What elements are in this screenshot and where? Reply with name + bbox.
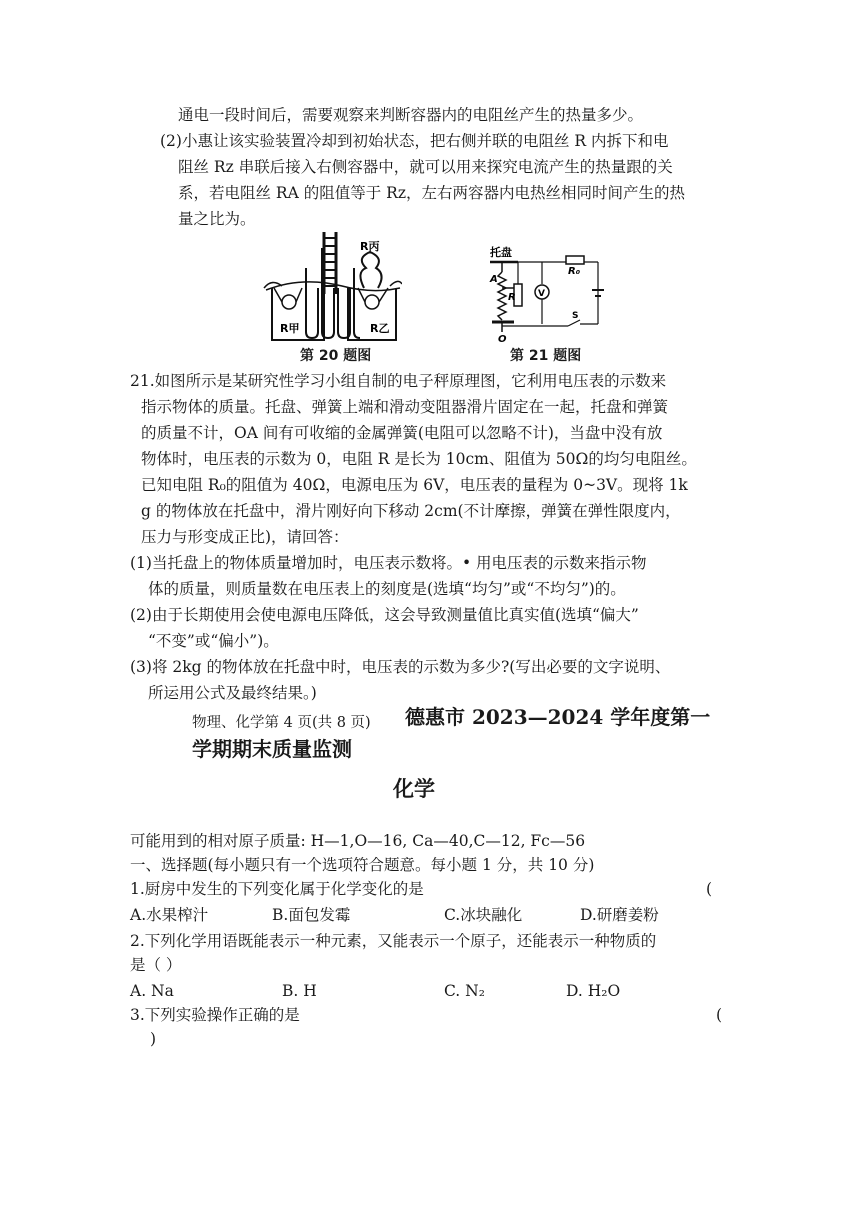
q1-stem: 1.厨房中发生的下列变化属于化学变化的是 (130, 880, 424, 898)
q3-stem: 3.下列实验操作正确的是 (130, 1006, 300, 1024)
q21-line-7: 压力与形变成正比)，请回答： (141, 528, 349, 546)
fig20-r-top-label: R丙 (360, 240, 380, 253)
q21-part-3a: (3)将 2kg 的物体放在托盘中时，电压表的示数为多少?(写出必要的文字说明、 (130, 658, 671, 676)
q21-part-2a: (2)由于长期使用会使电源电压降低，这会导致测量值比真实值(选填“偏大” (130, 606, 639, 624)
fig20-r-left-label: R甲 (280, 322, 300, 335)
q21-line-5: 已知电阻 R₀的阻值为 40Ω，电源电压为 6V，电压表的量程为 0~3V。现将 1k (141, 476, 688, 494)
page-footer: 物理、化学第 4 页(共 8 页) (192, 715, 371, 731)
q2-option-b: B. H (282, 982, 317, 1000)
q1-option-d: D.研磨姜粉 (580, 906, 659, 924)
q21-line-4: 物体时，电压表的示数为 0，电阻 R 是长为 10cm、阻值为 50Ω的均匀电阻丝。 (141, 450, 697, 468)
figure-21 (488, 244, 608, 348)
q21-part-1b: 体的质量，则质量数在电压表上的刻度是(选填“均匀”或“不均匀”)的。 (148, 580, 626, 598)
atomic-mass-line: 可能用到的相对原子质量: H—1,O—16, Ca—40,C—12, Fc—56 (130, 832, 586, 850)
exam-title-line-2: 学期期末质量监测 (192, 737, 352, 761)
q21-line-1: 21.如图所示是某研究性学习小组自制的电子秤原理图，它利用电压表的示数来 (130, 372, 667, 390)
q2-stem-2: 是（ ） (130, 956, 182, 974)
fig21-r0-label: R₀ (568, 266, 581, 277)
chemistry-title: 化学 (393, 776, 435, 801)
fig21-o-label: O (498, 334, 507, 345)
q21-part-1a: (1)当托盘上的物体质量增加时，电压表示数将。• 用电压表的示数来指示物 (130, 554, 647, 572)
q2-option-d: D. H₂O (566, 982, 621, 1000)
q21-line-3: 的质量不计，OA 间有可收缩的金属弹簧(电阻可以忽略不计)，当盘中没有放 (141, 424, 663, 442)
q20-line-5: 量之比为。 (178, 210, 256, 228)
section-1-heading: 一、选择题(每小题只有一个选项符合题意。每小题 1 分，共 10 分) (130, 856, 595, 874)
fig21-tray-label: 托盘 (490, 246, 512, 259)
fig21-v-label: V (538, 289, 545, 299)
figure-20 (262, 228, 402, 346)
q21-line-2: 指示物体的质量。托盘、弹簧上端和滑动变阻器滑片固定在一起，托盘和弹簧 (141, 398, 669, 416)
q1-option-b: B.面包发霉 (272, 906, 351, 924)
q2-option-a: A. Na (130, 982, 174, 1000)
q1-option-c: C.冰块融化 (444, 906, 523, 924)
figure-21-caption: 第 21 题图 (510, 348, 582, 364)
q3-paren-open: ( (716, 1006, 723, 1024)
q2-option-c: C. N₂ (444, 982, 485, 1000)
q20-line-4: 系，若电阻丝 RA 的阻值等于 Rz，左右两容器内电热丝相同时间产生的热 (178, 184, 685, 202)
fig21-r-label: R (508, 292, 516, 303)
figure-20-caption: 第 20 题图 (300, 348, 372, 364)
fig21-a-label: A (490, 274, 498, 285)
q2-stem: 2.下列化学用语既能表示一种元素，又能表示一个原子，还能表示一种物质的 (130, 932, 657, 950)
q1-option-a: A.水果榨汁 (130, 906, 209, 924)
q21-line-6: g 的物体放在托盘中，滑片刚好向下移动 2cm(不计摩擦，弹簧在弹性限度内， (141, 502, 681, 520)
q20-line-3: 阻丝 Rz 串联后接入右侧容器中，就可以用来探究电流产生的热量跟的关 (178, 158, 673, 176)
q21-part-2b: “不变”或“偏小”)。 (148, 632, 279, 650)
q20-line-2: (2)小惠让该实验装置冷却到初始状态，把右侧并联的电阻丝 R 内拆下和电 (160, 132, 669, 150)
q21-part-3b: 所运用公式及最终结果。) (148, 684, 317, 702)
q3-paren-close: ) (150, 1030, 157, 1048)
exam-title-line-1: 德惠市 2023—2024 学年度第一 (405, 705, 711, 729)
fig21-s-label: S (572, 311, 579, 321)
fig20-r-right-label: R乙 (370, 322, 390, 335)
q20-line-1: 通电一段时间后，需要观察来判断容器内的电阻丝产生的热量多少。 (178, 106, 644, 124)
q1-paren: ( (706, 880, 713, 898)
